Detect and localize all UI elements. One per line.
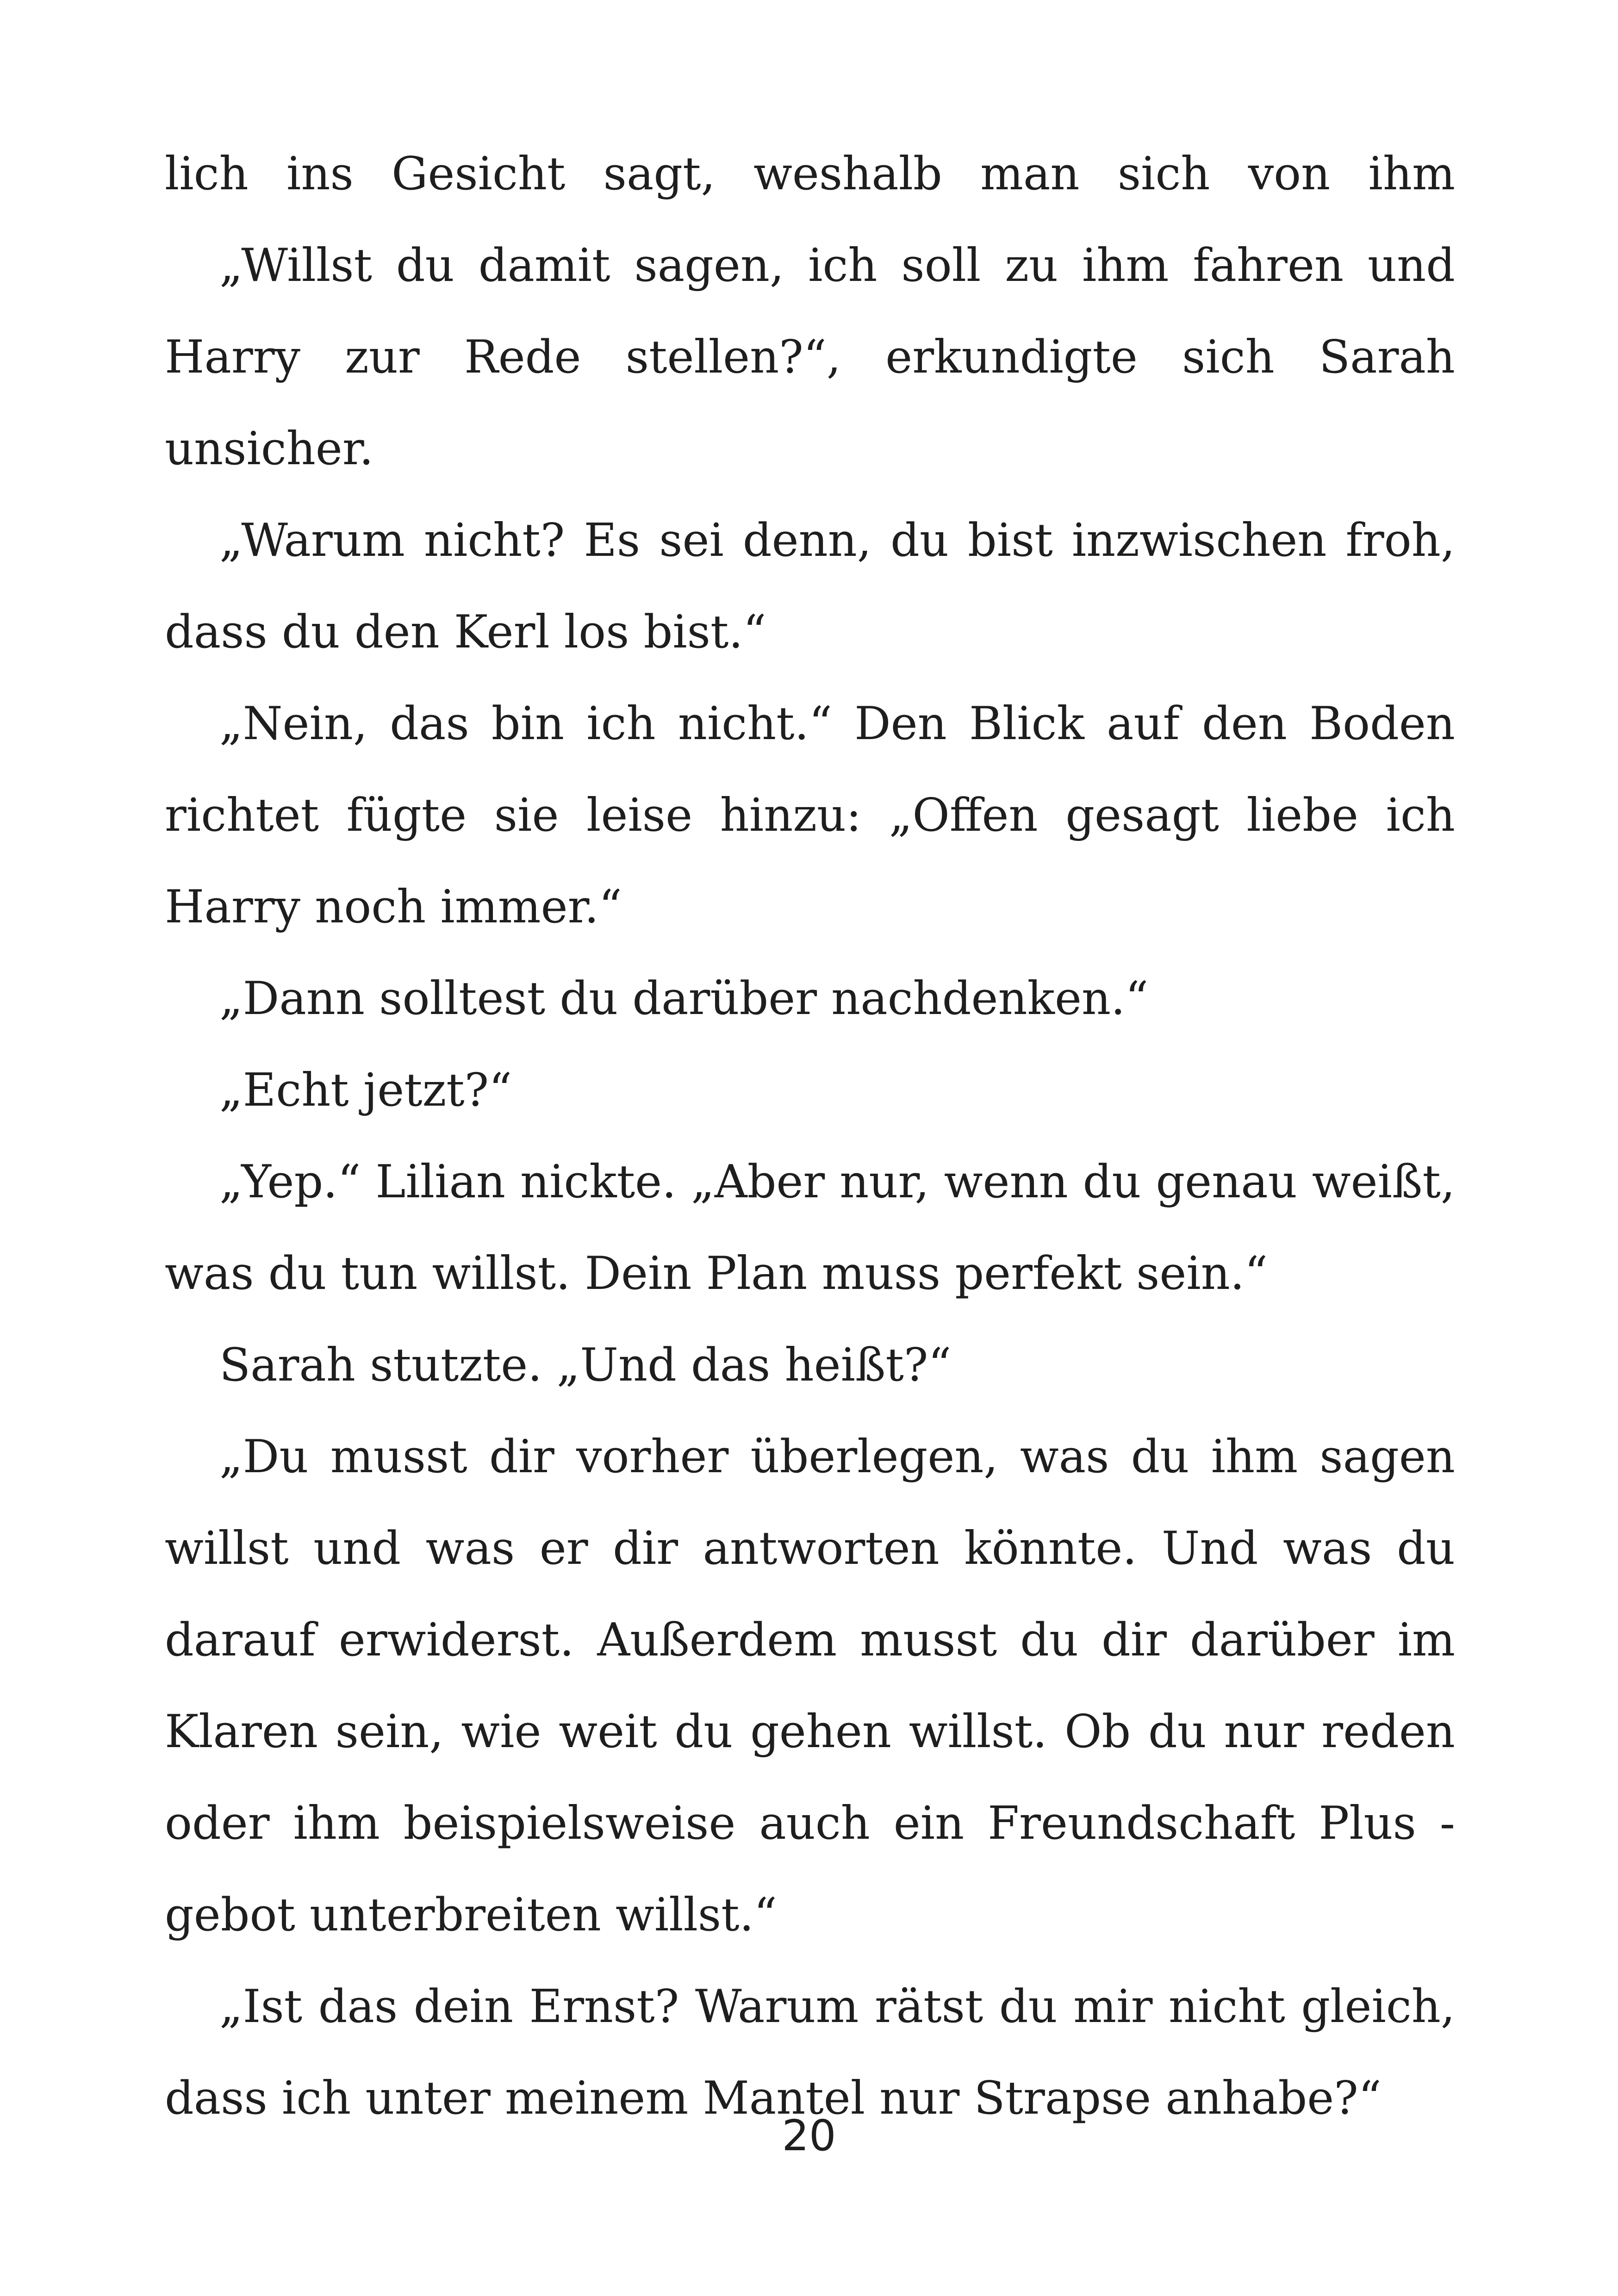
text-line: Klaren sein, wie weit du gehen willst. Ob du nur reden [165,1705,1455,1758]
text-line: Harry zur Rede stellen?“, erkundigte sich Sarah [165,331,1455,384]
text-line: dass du den Kerl los bist.“ [165,606,766,659]
text-line: willst und was er dir antworten könnte. Und was du [165,1522,1455,1575]
text-line: „Du musst dir vorher überlegen, was du ihm sagen [219,1431,1455,1483]
text-line: richtet fügte sie leise hinzu: „Offen gesagt liebe ich [165,789,1455,842]
text-line: „Ist das dein Ernst? Warum rätst du mir nicht gleich, [219,1980,1455,2033]
text-line: oder ihm beispielsweise auch ein Freundschaft Plus - [165,1797,1455,1850]
text-line: Sarah stutzte. „Und das heißt?“ [219,1339,952,1392]
text-line: darauf erwiderst. Außerdem musst du dir darüber im [165,1614,1455,1667]
text-line: gebot unterbreiten willst.“ [165,1889,777,1941]
text-line: lich ins Gesicht sagt, weshalb man sich von ihm [165,148,1455,200]
text-line: „Warum nicht? Es sei denn, du bist inzwischen froh, [219,514,1455,567]
text-line: Harry noch immer.“ [165,881,622,933]
text-line: „Willst du damit sagen, ich soll zu ihm fahren und [219,239,1455,292]
text-line: unsicher. [165,423,374,475]
page-number: 20 [782,2111,836,2160]
text-line: „Nein, das bin ich nicht.“ Den Blick auf den Boden [219,697,1455,750]
text-line: „Echt jetzt?“ [219,1064,512,1117]
text-line: was du tun willst. Dein Plan muss perfekt sein.“ [165,1247,1268,1300]
text-line: „Yep.“ Lilian nickte. „Aber nur, wenn du genau weißt, [219,1156,1455,1208]
text-line: dass ich unter meinem Mantel nur Strapse anhabe?“ [165,2072,1382,2125]
text-line: „Dann solltest du darüber nachdenken.“ [219,972,1149,1025]
